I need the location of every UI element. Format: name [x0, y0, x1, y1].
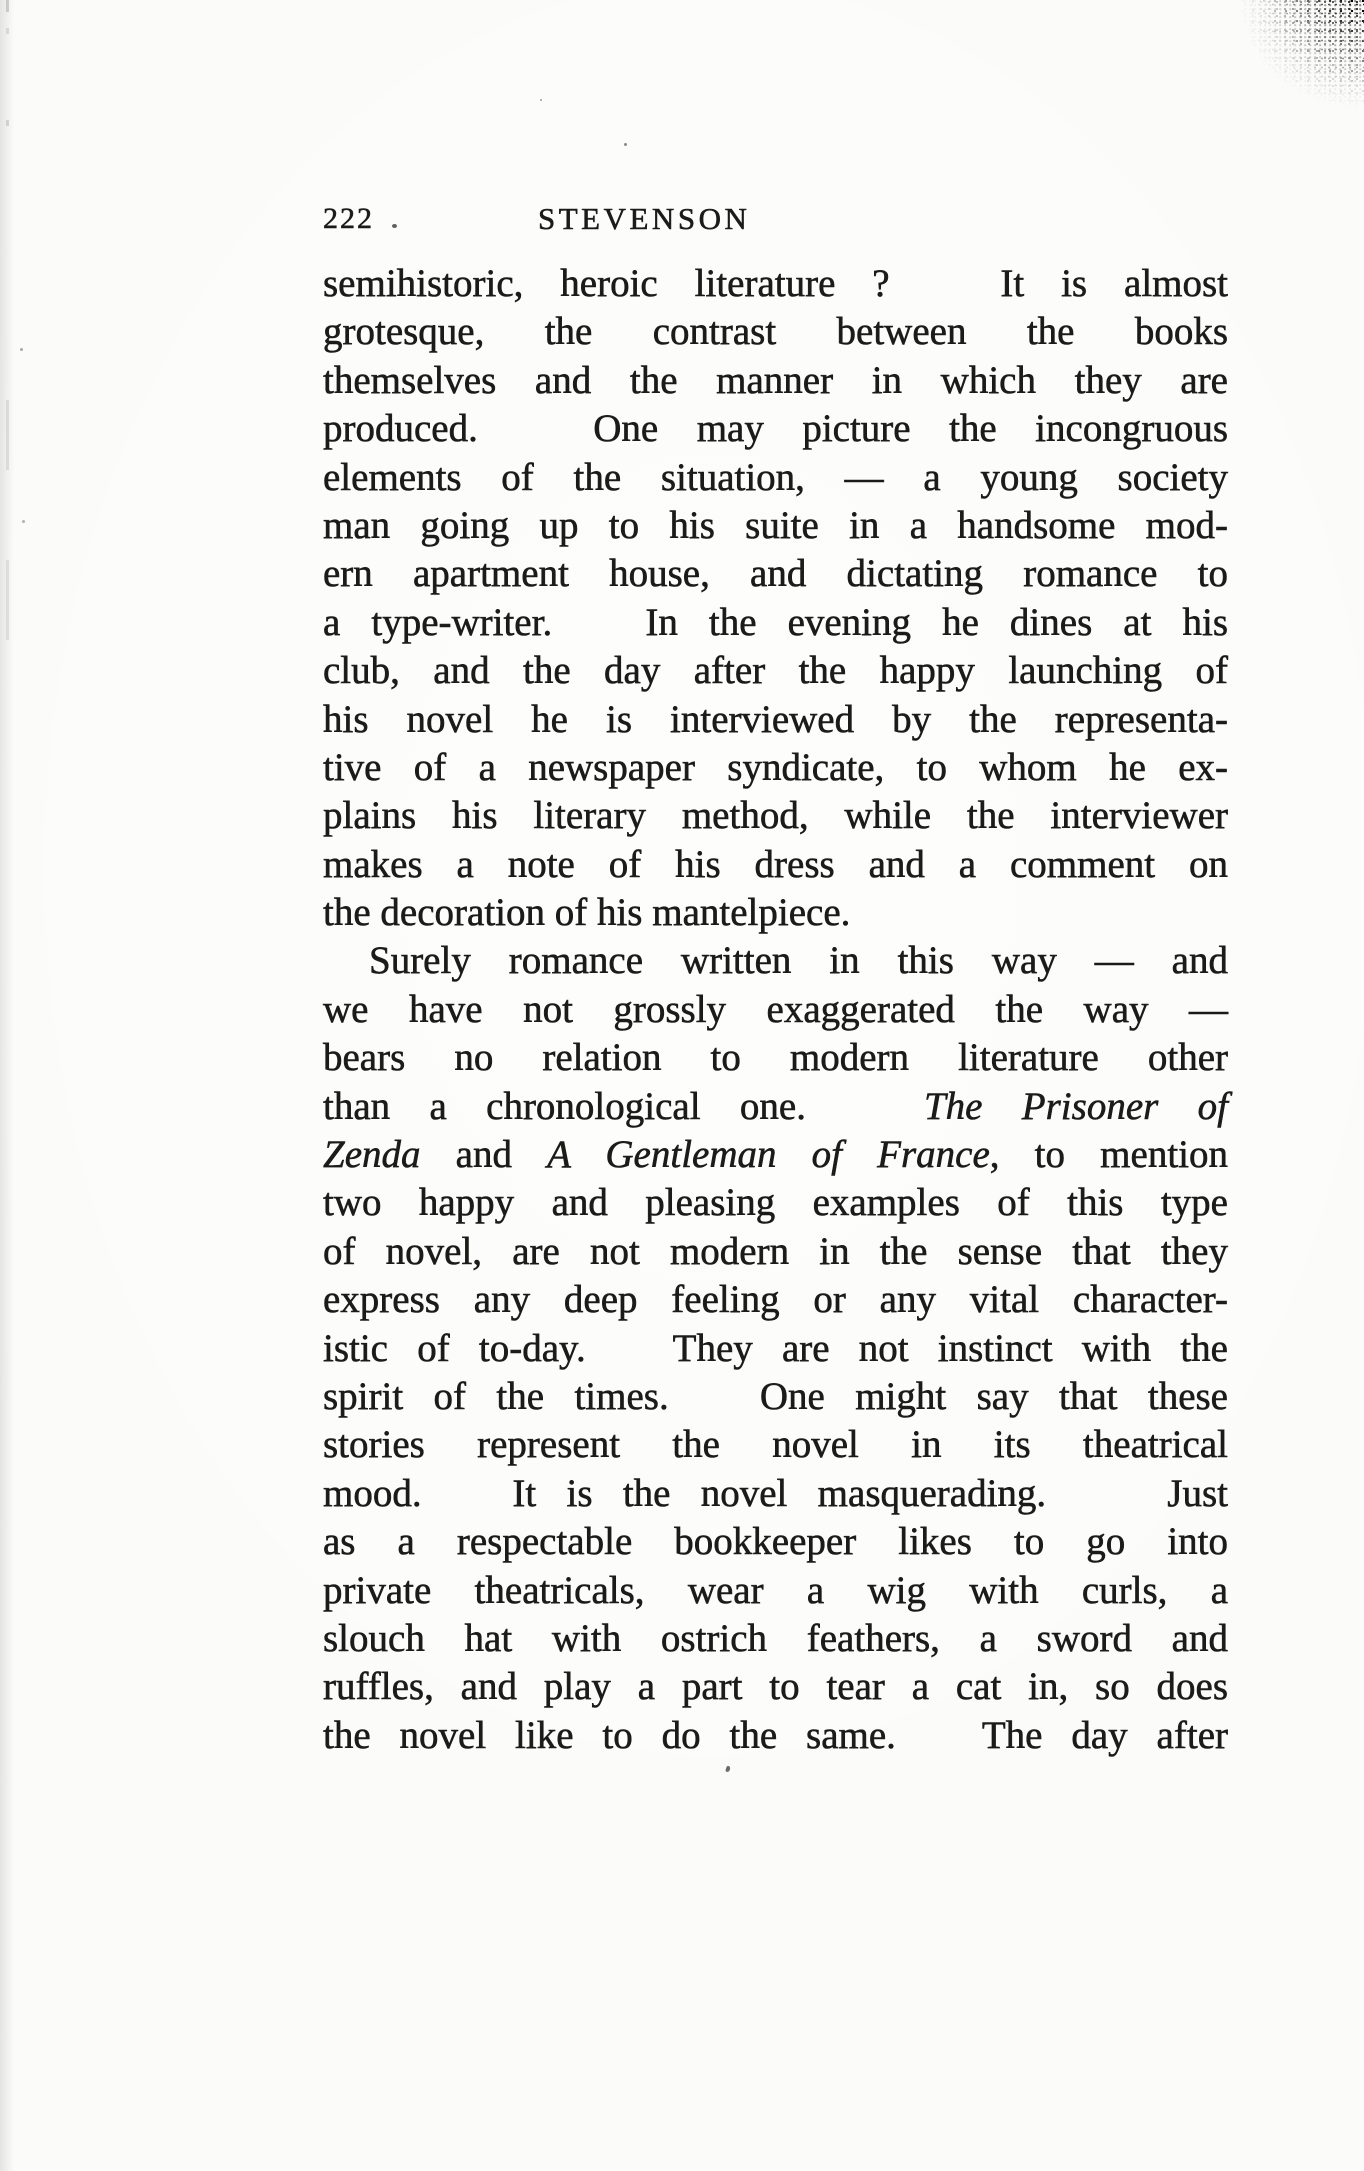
text-segment: the novel like to do the same. The day after — [323, 1713, 1228, 1757]
text-line — [323, 1325, 1228, 1373]
text-segment: themselves and the manner in which they are — [323, 358, 1228, 402]
scan-speck — [540, 99, 542, 101]
paragraph-1 — [323, 260, 1228, 937]
text-line — [323, 841, 1228, 889]
text-segment: of novel, are not modern in the sense that they — [323, 1229, 1228, 1273]
text-line — [323, 599, 1228, 647]
text-segment: private theatricals, wear a wig with curls, a — [323, 1568, 1228, 1612]
text-line — [323, 647, 1228, 695]
text-segment: makes a note of his dress and a comment on — [323, 842, 1228, 886]
text-segment: club, and the day after the happy launching of — [323, 649, 1228, 693]
running-header-title: STEVENSON — [538, 201, 751, 236]
scan-noise-corner — [1194, 0, 1364, 150]
text-line — [323, 1615, 1228, 1663]
text-segment: tive of a newspaper syndicate, to whom he ex- — [323, 745, 1228, 789]
text-segment: elements of the situation, — a young society — [323, 455, 1228, 499]
page-number: 222 — [323, 202, 374, 235]
scan-speck — [725, 1766, 731, 1773]
text-segment: than a chronological one. — [323, 1084, 924, 1128]
text-line — [323, 405, 1228, 453]
scan-speck — [22, 520, 25, 523]
text-segment: the decoration of his mantelpiece. — [323, 891, 851, 935]
scan-speck — [20, 348, 23, 351]
scan-edge-artifact — [6, 0, 9, 760]
text-segment: a type-writer. In the evening he dines at his — [323, 600, 1228, 644]
text-segment: istic of to-day. They are not instinct with the — [323, 1326, 1228, 1370]
text-line — [323, 550, 1228, 598]
book-title-italic: The Prisoner of — [923, 1084, 1228, 1128]
text-line — [323, 1179, 1228, 1227]
text-segment: plains his literary method, while the interviewer — [323, 794, 1228, 838]
text-segment: bears no relation to modern literature other — [323, 1036, 1228, 1080]
text-line — [323, 454, 1228, 502]
text-line — [323, 1663, 1228, 1711]
text-segment: , to mention — [989, 1133, 1228, 1177]
text-line — [323, 1567, 1228, 1615]
text-line — [323, 502, 1228, 550]
text-line — [323, 1712, 1228, 1760]
paragraph-2 — [323, 937, 1228, 1760]
text-line — [323, 1373, 1228, 1421]
text-segment: semihistoric, heroic literature ? It is almost — [323, 262, 1228, 305]
text-segment: man going up to his suite in a handsome mod- — [323, 503, 1228, 547]
text-segment: and — [420, 1133, 548, 1177]
text-line — [323, 744, 1228, 792]
book-title-italic: Zenda — [323, 1133, 421, 1177]
text-segment: two happy and pleasing examples of this type — [323, 1181, 1228, 1225]
text-segment: as a respectable bookkeeper likes to go into — [323, 1520, 1228, 1564]
text-segment: his novel he is interviewed by the representa- — [323, 697, 1228, 741]
text-segment: stories represent the novel in its theatrical — [323, 1423, 1228, 1467]
text-line — [323, 1276, 1228, 1324]
text-line — [323, 357, 1228, 405]
text-line — [323, 1518, 1228, 1566]
text-segment: we have not grossly exaggerated the way — — [323, 987, 1228, 1031]
text-segment: spirit of the times. One might say that these — [323, 1374, 1228, 1418]
text-segment: mood. It is the novel masquerading. Just — [323, 1471, 1228, 1515]
text-segment: produced. One may picture the incongruous — [323, 407, 1228, 451]
text-line — [323, 260, 1228, 308]
text-line — [323, 792, 1228, 840]
text-block — [323, 260, 1228, 1760]
text-line — [323, 937, 1228, 985]
text-segment: express any deep feeling or any vital character- — [323, 1278, 1228, 1322]
text-line — [323, 1034, 1228, 1082]
text-line — [323, 1131, 1228, 1179]
text-segment: slouch hat with ostrich feathers, a sword and — [323, 1616, 1228, 1660]
book-title-italic: A Gentleman of France — [547, 1133, 990, 1177]
text-line — [323, 1083, 1228, 1131]
text-line — [323, 1470, 1228, 1518]
text-line — [323, 986, 1228, 1034]
text-segment: grotesque, the contrast between the books — [323, 310, 1228, 354]
text-line — [323, 696, 1228, 744]
text-line — [323, 889, 1228, 937]
text-line — [323, 308, 1228, 356]
text-line — [323, 1228, 1228, 1276]
page-header-row — [323, 202, 1228, 236]
text-segment: ern apartment house, and dictating romance to — [323, 552, 1228, 596]
text-line — [323, 1421, 1228, 1469]
text-segment: ruffles, and play a part to tear a cat in, so does — [323, 1665, 1228, 1709]
text-segment: Surely romance written in this way — and — [369, 939, 1228, 983]
scan-speck — [624, 143, 627, 146]
